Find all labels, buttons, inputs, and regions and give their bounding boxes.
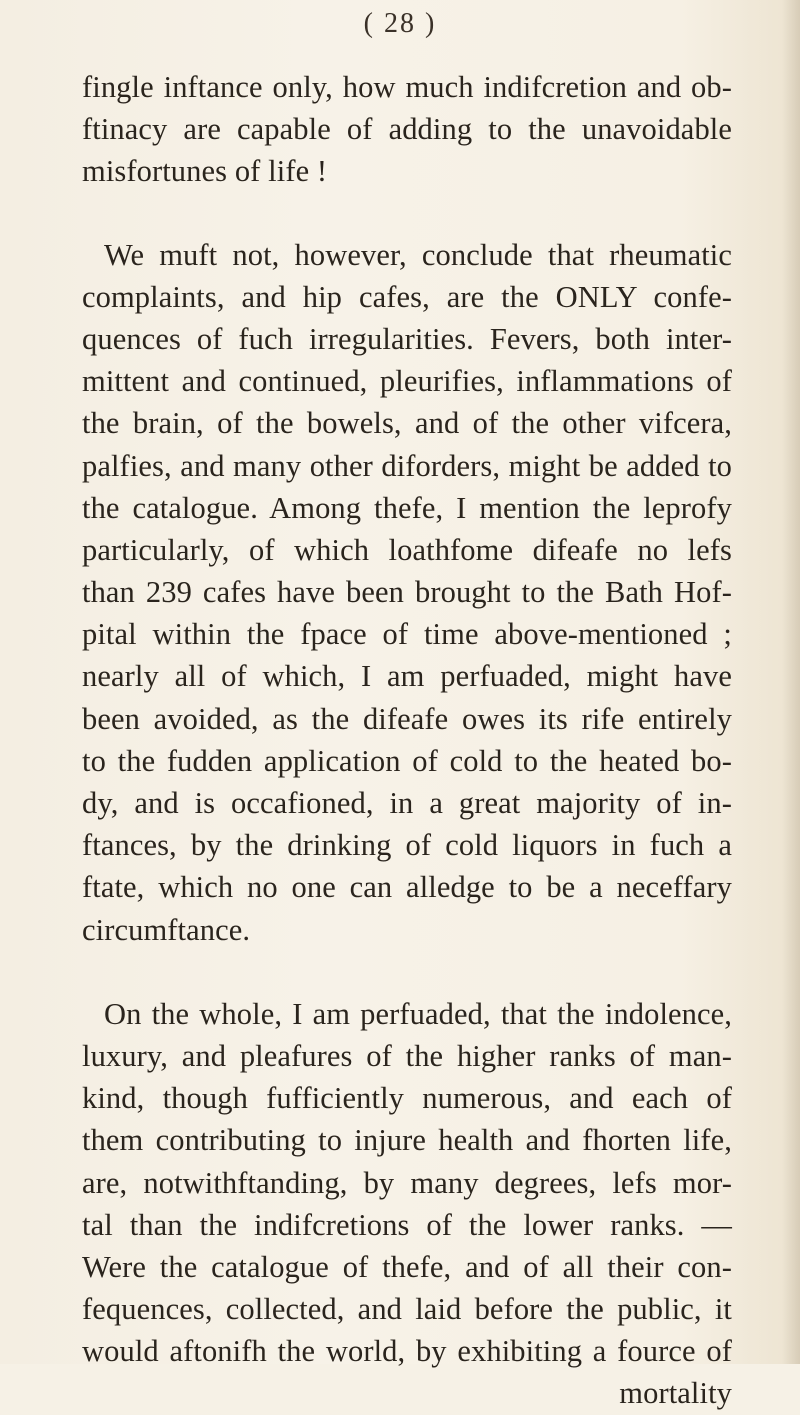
- text-line: We muft not, however, conclude that rheumatic: [104, 237, 732, 272]
- text-line: palfies, and many other diforders, might be added to: [82, 448, 732, 483]
- page-number: ( 28 ): [363, 8, 437, 39]
- text-line: the brain, of the bowels, and of the other vifcera,: [82, 406, 732, 441]
- paragraph-1: [82, 66, 732, 193]
- text-line: fingle inftance only, how much indifcretion and ob-: [82, 70, 732, 104]
- text-line: to the fudden application of cold to the heated bo-: [82, 743, 732, 778]
- text-line: fequences, collected, and laid before the public, it: [82, 1292, 732, 1327]
- text-line: than 239 cafes have been brought to the Bath Hof-: [82, 575, 732, 610]
- text-line: circumftance.: [82, 912, 251, 947]
- text-line: tal than the indifcretions of the lower ranks. —: [82, 1207, 732, 1242]
- paragraph-gap: [82, 193, 732, 234]
- text-line: complaints, and hip cafes, are the ONLY confe-: [82, 279, 732, 314]
- text-line: the catalogue. Among thefe, I mention the leprofy: [82, 490, 732, 525]
- text-line: ftate, which no one can alledge to be a neceffary: [82, 870, 732, 905]
- text-line: them contributing to injure health and fhorten life,: [82, 1123, 732, 1158]
- text-line: quences of fuch irregularities. Fevers, both inter-: [82, 321, 732, 356]
- text-line: particularly, of which loathfome difeafe no lefs: [82, 532, 732, 567]
- text-line: nearly all of which, I am perfuaded, might have: [82, 659, 732, 694]
- text-line: dy, and is occafioned, in a great majority of in-: [82, 786, 732, 820]
- paragraph-3: [82, 993, 732, 1373]
- text-line: On the whole, I am perfuaded, that the indolence,: [104, 996, 732, 1031]
- text-line: mittent and continued, pleurifies, inflammations of: [82, 364, 732, 399]
- page-edge-shadow: [782, 0, 800, 1364]
- text-line: Were the catalogue of thefe, and of all their con-: [82, 1249, 732, 1284]
- text-line: are, notwithftanding, by many degrees, lefs mor-: [82, 1165, 732, 1200]
- text-line: been avoided, as the difeafe owes its rife entirely: [82, 701, 732, 736]
- body-text: [82, 66, 732, 1415]
- text-line: ftances, by the drinking of cold liquors in fuch a: [82, 828, 732, 863]
- catchword: mortality: [619, 1376, 732, 1411]
- paragraph-gap: [82, 951, 732, 993]
- text-line: pital within the fpace of time above-mentioned ;: [82, 617, 732, 652]
- text-line: misfortunes of life !: [82, 154, 328, 189]
- text-line: ftinacy are capable of adding to the unavoidable: [82, 112, 732, 147]
- paragraph-2: [82, 234, 732, 951]
- text-line: would aftonifh the world, by exhibiting a fource of: [82, 1334, 732, 1369]
- text-line: kind, though fufficiently numerous, and each of: [82, 1081, 732, 1116]
- text-line: luxury, and pleafures of the higher ranks of man-: [82, 1038, 732, 1073]
